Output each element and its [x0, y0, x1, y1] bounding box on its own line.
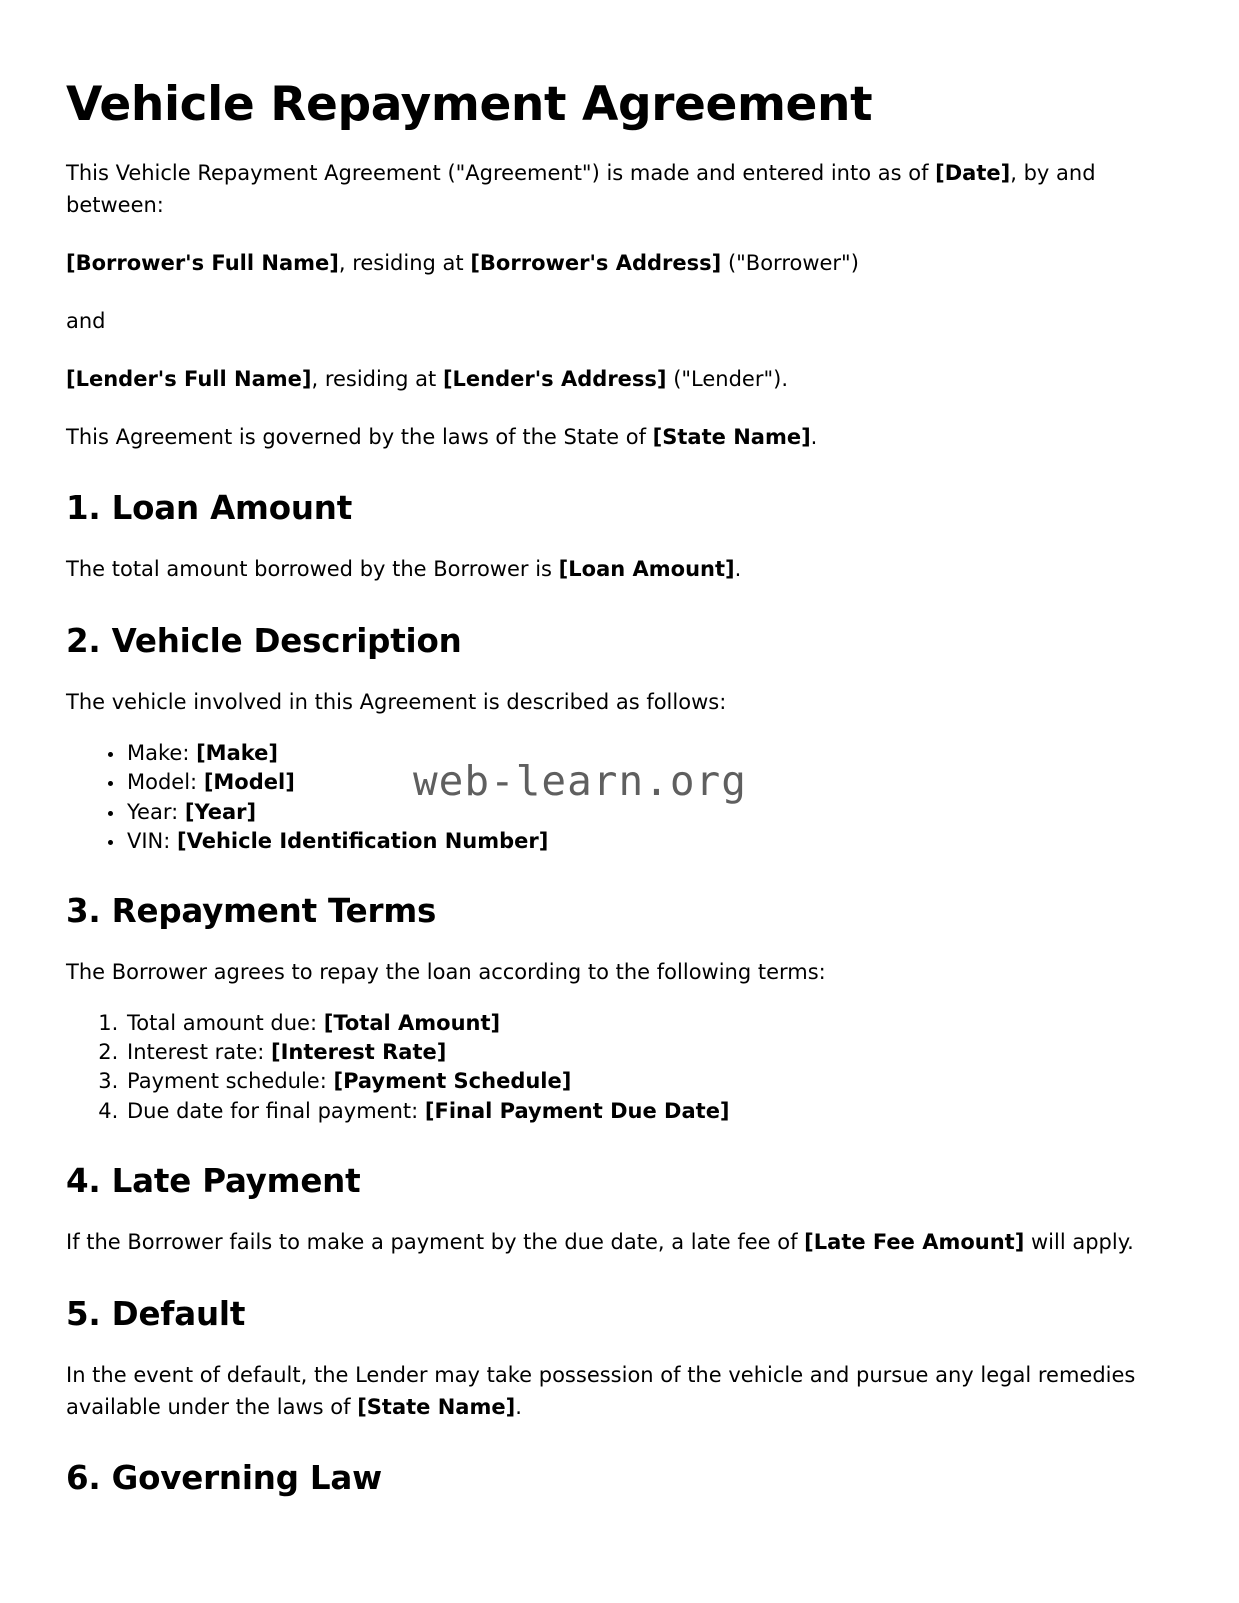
- governing-text-after: .: [810, 424, 818, 449]
- section-heading-loan-amount: 1. Loan Amount: [66, 489, 353, 528]
- list-item-value: [Total Amount]: [323, 1010, 501, 1035]
- default-text-before: In the event of default, the Lender may take possession of the vehicle and pursue any legal remedies available under the laws of: [66, 1362, 1136, 1419]
- list-item: [125, 798, 1150, 827]
- watermark: web-learn.org: [413, 757, 747, 805]
- late-payment-text-before: If the Borrower fails to make a payment by the due date, a late fee of: [66, 1229, 805, 1254]
- governing-law-paragraph: [66, 396, 1150, 454]
- list-item-label: Total amount due:: [127, 1010, 324, 1035]
- loan-amount-placeholder: [Loan Amount]: [558, 557, 735, 582]
- list-item: [125, 1067, 1150, 1096]
- intro-paragraph: [66, 132, 1150, 222]
- list-item-value: [Year]: [184, 799, 257, 824]
- lender-address-placeholder: [Lender's Address]: [442, 366, 667, 391]
- late-payment-paragraph: [66, 1201, 1150, 1259]
- lender-name-placeholder: [Lender's Full Name]: [66, 366, 312, 391]
- list-item-value: [Interest Rate]: [271, 1040, 447, 1065]
- state-name-placeholder: [State Name]: [652, 424, 811, 449]
- list-item-label: Payment schedule:: [127, 1069, 334, 1094]
- list-item-value: [Final Payment Due Date]: [424, 1098, 730, 1123]
- list-item: [125, 768, 1150, 797]
- list-item: [125, 739, 1150, 768]
- loan-amount-paragraph: [66, 528, 1150, 586]
- lender-residing-text: , residing at: [311, 366, 443, 391]
- borrower-name-placeholder: [Borrower's Full Name]: [66, 250, 339, 275]
- lender-label-text: ("Lender").: [666, 366, 789, 391]
- conjunction-paragraph: and: [66, 308, 106, 333]
- intro-text-before: This Vehicle Repayment Agreement ("Agreement") is made and entered into as of: [66, 161, 936, 186]
- borrower-address-placeholder: [Borrower's Address]: [470, 250, 722, 275]
- list-item-value: [Model]: [203, 770, 295, 795]
- repayment-terms-list: [66, 989, 1150, 1126]
- loan-amount-text-before: The total amount borrowed by the Borrower is: [66, 557, 559, 582]
- section-heading-late-payment: 4. Late Payment: [66, 1161, 361, 1200]
- list-item-label: Due date for final payment:: [127, 1098, 425, 1123]
- default-state-placeholder: [State Name]: [357, 1394, 516, 1419]
- list-item: [125, 1097, 1150, 1126]
- intro-text-after: , by and between:: [66, 161, 1096, 217]
- list-item-label: Model:: [127, 770, 204, 795]
- vehicle-description-list: [66, 719, 1150, 856]
- governing-text-before: This Agreement is governed by the laws of the State of: [66, 424, 653, 449]
- list-item-value: [Payment Schedule]: [333, 1069, 572, 1094]
- list-item-value: [Make]: [196, 741, 278, 766]
- list-item-label: Interest rate:: [127, 1040, 272, 1065]
- section-heading-vehicle-description: 2. Vehicle Description: [66, 622, 462, 661]
- borrower-residing-text: , residing at: [338, 250, 471, 275]
- borrower-paragraph: [66, 222, 1150, 280]
- section-heading-governing-law: 6. Governing Law: [66, 1459, 382, 1498]
- lender-paragraph: [66, 338, 1150, 396]
- page-title: Vehicle Repayment Agreement: [66, 77, 873, 132]
- list-item: [125, 827, 1150, 856]
- late-fee-placeholder: [Late Fee Amount]: [804, 1229, 1025, 1254]
- section-heading-repayment-terms: 3. Repayment Terms: [66, 892, 437, 931]
- default-paragraph: [66, 1334, 1150, 1424]
- list-item-label: VIN:: [127, 828, 178, 853]
- loan-amount-text-after: .: [734, 557, 742, 582]
- repayment-terms-intro: The Borrower agrees to repay the loan according to the following terms:: [66, 960, 826, 985]
- list-item-label: Year:: [127, 799, 185, 824]
- late-payment-text-after: will apply.: [1024, 1229, 1134, 1254]
- list-item-value: [Vehicle Identification Number]: [177, 828, 549, 853]
- date-placeholder: [Date]: [935, 161, 1011, 186]
- list-item: [125, 1038, 1150, 1067]
- section-heading-default: 5. Default: [66, 1294, 246, 1333]
- default-text-after: .: [515, 1394, 522, 1419]
- borrower-label-text: ("Borrower"): [721, 250, 859, 275]
- list-item-label: Make:: [127, 741, 197, 766]
- list-item: [125, 1009, 1150, 1038]
- vehicle-description-intro: The vehicle involved in this Agreement is described as follows:: [66, 690, 727, 715]
